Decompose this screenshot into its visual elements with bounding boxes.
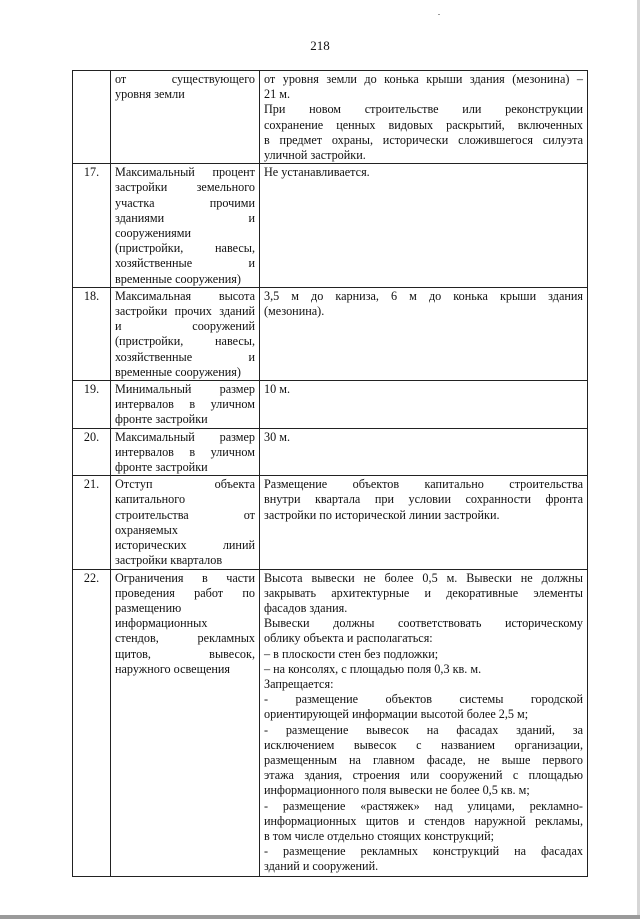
value-paragraph (264, 723, 583, 799)
table-row (73, 164, 588, 288)
parameter-line: хозяйственные и (115, 256, 255, 271)
parameter-line: фронте застройки (115, 460, 208, 475)
value-line: облику объекта и располагаться: (264, 631, 433, 646)
parameter-line: сооружениями (115, 226, 192, 241)
value-cell (260, 164, 588, 288)
parameter-line: капитального (115, 492, 186, 507)
value-cell (260, 569, 588, 876)
parameter-line: зданиями и (115, 210, 255, 225)
table-row (73, 381, 588, 429)
row-number: 20. (73, 428, 111, 476)
parameter-cell (111, 287, 260, 380)
parameter-line: информационных (115, 616, 208, 631)
value-line: 10 м. (264, 382, 290, 397)
value-paragraph (264, 165, 583, 180)
parameter-line: застройки прочих зданий (115, 304, 255, 319)
value-line: информационных щитов и стендов наружной рекламы, (264, 813, 583, 828)
value-line: в том числе отдельно стоящих конструкций; (264, 828, 494, 843)
parameter-line: уровня земли (115, 87, 185, 102)
parameter-line: Максимальная высота (115, 288, 255, 303)
parameter-line: хозяйственные и (115, 349, 255, 364)
parameter-cell (111, 569, 260, 876)
parameter-line: временные сооружения) (115, 364, 241, 379)
parameter-cell (111, 428, 260, 476)
value-line: - размещение объектов системы городской (264, 692, 583, 707)
value-line: Не устанавливается. (264, 165, 370, 180)
value-line: 3,5 м до карниза, 6 м до конька крыши здания (264, 288, 583, 303)
parameter-line: Максимальный процент (115, 165, 255, 180)
regulations-table-body (73, 71, 588, 877)
parameter-line: проведения работ по (115, 585, 255, 600)
value-paragraph (264, 72, 583, 102)
value-cell (260, 381, 588, 429)
parameter-line: застройки кварталов (115, 553, 223, 568)
value-line: от уровня земли до конька крыши здания (мезонина) – (264, 72, 583, 86)
row-number: 22. (73, 569, 111, 876)
regulations-table (72, 70, 588, 877)
value-line: зданий и сооружений. (264, 859, 379, 874)
value-line: Размещение объектов капитально строительства (264, 477, 583, 492)
value-line: внутри квартала при условии сохранности фронта (264, 492, 583, 507)
value-line: исключением вывесок с названием организации, (264, 737, 583, 752)
value-cell (260, 428, 588, 476)
parameter-line: и сооружений (115, 319, 255, 334)
value-paragraph (264, 692, 583, 722)
parameter-line: Ограничения в части (115, 570, 255, 585)
value-line: – в плоскости стен без подложки; (264, 646, 439, 661)
scan-speck (438, 14, 440, 15)
table-row (73, 71, 588, 164)
value-paragraph (264, 382, 583, 397)
parameter-line: (пристройки, навесы, (115, 334, 255, 349)
parameter-line: Отступ объекта (115, 477, 255, 492)
value-line: При новом строительстве или реконструкции (264, 102, 583, 117)
value-line: – на консолях, с площадью поля 0,3 кв. м. (264, 661, 482, 676)
value-line: Высота вывески не более 0,5 м. Вывески не должны (264, 570, 583, 585)
value-line: размещенным на главном фасаде, не выше первого (264, 752, 583, 767)
parameter-line: наружного освещения (115, 661, 231, 676)
value-line: информационного поля вывески не более 0,5 кв. м; (264, 783, 530, 798)
value-line: закрывать архитектурные и декоративные элементы (264, 585, 583, 600)
value-paragraph (264, 647, 583, 662)
value-line: - размещение вывесок на фасадах зданий, за (264, 722, 583, 737)
value-paragraph (264, 677, 583, 692)
value-line: в предмет охраны, исторически сложившегося силуэта (264, 132, 583, 147)
value-line: 30 м. (264, 429, 290, 444)
row-number (73, 71, 111, 164)
parameter-line: участка прочими (115, 195, 255, 210)
row-number: 17. (73, 164, 111, 288)
parameter-line: щитов, вывесок, (115, 646, 255, 661)
parameter-line: исторических линий (115, 538, 255, 553)
value-line: фасадов здания. (264, 600, 348, 615)
value-cell (260, 476, 588, 569)
value-line: (мезонина). (264, 304, 325, 319)
row-number: 21. (73, 476, 111, 569)
value-line: застройки по исторической линии застройки. (264, 507, 500, 522)
value-line: этажа здания, строения или сооружений с площадью (264, 768, 583, 783)
parameter-line: Минимальный размер (115, 382, 255, 397)
value-paragraph (264, 662, 583, 677)
value-paragraph (264, 430, 583, 445)
parameter-line: фронте застройки (115, 412, 208, 427)
value-paragraph (264, 616, 583, 646)
value-paragraph (264, 102, 583, 163)
parameter-line: строительства от (115, 507, 255, 522)
value-paragraph (264, 844, 583, 874)
parameter-line: охраняемых (115, 522, 178, 537)
table-row (73, 428, 588, 476)
parameter-cell (111, 71, 260, 164)
parameter-cell (111, 381, 260, 429)
table-row (73, 287, 588, 380)
parameter-line: застройки земельного (115, 180, 255, 195)
value-paragraph (264, 477, 583, 523)
table-row (73, 476, 588, 569)
parameter-line: интервалов в уличном (115, 397, 255, 412)
value-line: сохранение ценных видовых раскрытий, включенных (264, 117, 583, 132)
parameter-line: временные сооружения) (115, 271, 241, 286)
value-line: ориентирующей информации высотой более 2,5 м; (264, 707, 529, 722)
parameter-line: интервалов в уличном (115, 444, 255, 459)
page-number: 218 (310, 38, 330, 53)
row-number: 19. (73, 381, 111, 429)
value-paragraph (264, 799, 583, 845)
value-line: Вывески должны соответствовать историческому (264, 616, 583, 631)
value-line: уличной застройки. (264, 148, 366, 163)
parameter-cell (111, 164, 260, 288)
value-paragraph (264, 289, 583, 319)
value-line: Запрещается: (264, 676, 334, 691)
value-cell (260, 71, 588, 164)
value-cell (260, 287, 588, 380)
parameter-line: от существующего (115, 72, 255, 86)
parameter-cell (111, 476, 260, 569)
value-line: - размещение «растяжек» над улицами, рекламно- (264, 798, 583, 813)
value-paragraph (264, 571, 583, 617)
table-row (73, 569, 588, 876)
parameter-line: стендов, рекламных (115, 631, 255, 646)
parameter-line: (пристройки, навесы, (115, 241, 255, 256)
value-line: 21 м. (264, 87, 290, 102)
scan-edge-bottom (0, 915, 640, 919)
parameter-line: Максимальный размер (115, 429, 255, 444)
value-line: - размещение рекламных конструкций на фасадах (264, 844, 583, 859)
row-number: 18. (73, 287, 111, 380)
parameter-line: размещению (115, 600, 182, 615)
